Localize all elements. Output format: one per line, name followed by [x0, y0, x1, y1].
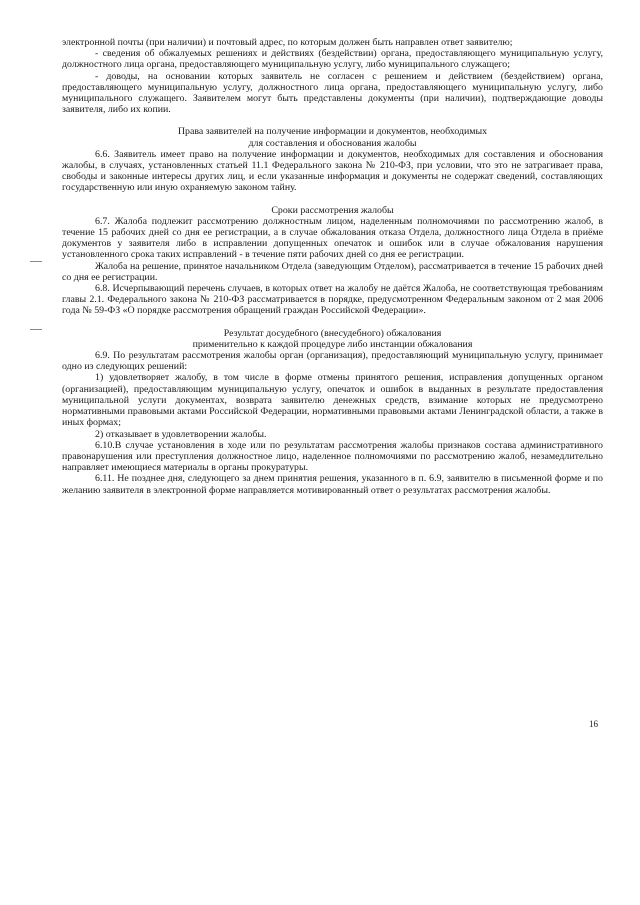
paragraph-6-10: 6.10.В случае установления в ходе или по результатам рассмотрения жалобы признаков состава административного правонарушения или преступления должностное лицо, наделенное полномочиями по рассмотрению жалоб, незамедлительно направляет имеющиеся материалы в органы прокуратуры. — [62, 439, 603, 474]
paragraph-arguments: - доводы, на основании которых заявитель не согласен с решением и действием (бездействием) органа, предоставляющего муниципальную услугу, должностного лица органа, предоставляющего муниципальную услугу, либо муниципального служащего. Заявителем могут быть представлены документы (при наличии), подтверждающие доводы заявителя, либо их копии. — [62, 70, 603, 116]
list-item-refuse: 2) отказывает в удовлетворении жалобы. — [95, 428, 267, 440]
paragraph-decisions-info: - сведения об обжалуемых решениях и действиях (бездействии) органа, предоставляющего муниципальную услугу, должностного лица органа, предоставляющего муниципальную услугу, либо муниципального служащего; — [62, 48, 603, 71]
section-result-heading-1: Результат досудебного (внесудебного) обжалования — [223, 327, 442, 339]
section-terms-heading: Сроки рассмотрения жалобы — [271, 204, 394, 216]
section-rights-heading-1: Права заявителей на получение информации и документов, необходимых — [177, 126, 488, 138]
section-rights — [62, 126, 603, 193]
margin-mark — [30, 261, 42, 262]
paragraph-email-address: электронной почты (при наличии) и почтовый адрес, по которым должен быть направлен ответ заявителю; — [62, 37, 513, 48]
document-body — [62, 37, 603, 496]
paragraph-6-9: 6.9. По результатам рассмотрения жалобы орган (организация), предоставляющий муниципальную услугу, принимает одно из следующих решений: — [62, 350, 603, 373]
margin-mark — [30, 329, 42, 330]
page-number: 16 — [589, 719, 598, 729]
paragraph-6-8: 6.8. Исчерпывающий перечень случаев, в которых ответ на жалобу не даётся Жалоба, не соответствующая требованиям главы 2.1. Федерального закона № 210-ФЗ рассматривается в порядке, предусмотренном Федеральным законом от 2 мая 2006 года № 59-ФЗ «О порядке рассмотрения обращений граждан Российской Федерации». — [62, 283, 603, 317]
section-rights-heading-2: для составления и обоснования жалобы — [248, 137, 417, 149]
list-item-satisfy: 1) удовлетворяет жалобу, в том числе в форме отмены принятого решения, исправления допущенных органом (организацией), предоставляющим муниципальную услугу, опечаток и ошибок в выданных в результате предоставления муниципальной услуги документах, возврата заявителю денежных средств, взимание которых не предусмотрено нормативными правовыми актами Российской Федерации, нормативными правовыми актами Ленинградской области, а также в иных формах; — [62, 372, 603, 429]
paragraph-6-7: 6.7. Жалоба подлежит рассмотрению должностным лицом, наделенным полномочиями по рассмотрению жалоб, в течение 15 рабочих дней со дня ее регистрации, а в случае обжалования отказа Отдела, должностного лица Отдела в приёме документов у заявителя либо в исправлении допущенных опечаток и ошибок или в случае обжалования нарушения установленного срока таких исправлений - в течение пяти рабочих дней со дня ее регистрации. — [62, 215, 603, 261]
paragraph-refusal-review: Жалоба на решение, принятое начальником Отдела (заведующим Отделом), рассматривается в течение 15 рабочих дней со дня ее регистрации. — [62, 260, 603, 283]
paragraph-6-11: 6.11. Не позднее дня, следующего за днем принятия решения, указанного в п. 6.9, заявителю в письменной форме и по желанию заявителя в электронной форме направляется мотивированный ответ о результатах рассмотрения жалобы. — [62, 473, 603, 496]
section-result — [62, 328, 603, 496]
paragraph-6-6: 6.6. Заявитель имеет право на получение информации и документов, необходимых для составления и обоснования жалобы, в случаях, установленных статьей 11.1 Федерального закона № 210-ФЗ, при условии, что это не затрагивает права, свободы и законные интересы других лиц, и если указанные информация и документы не содержат сведений, составляющих государственную или иную охраняемую законом тайну. — [62, 148, 603, 194]
section-terms — [62, 205, 603, 317]
section-result-heading-2: применительно к каждой процедуре либо инстанции обжалования — [192, 338, 473, 350]
